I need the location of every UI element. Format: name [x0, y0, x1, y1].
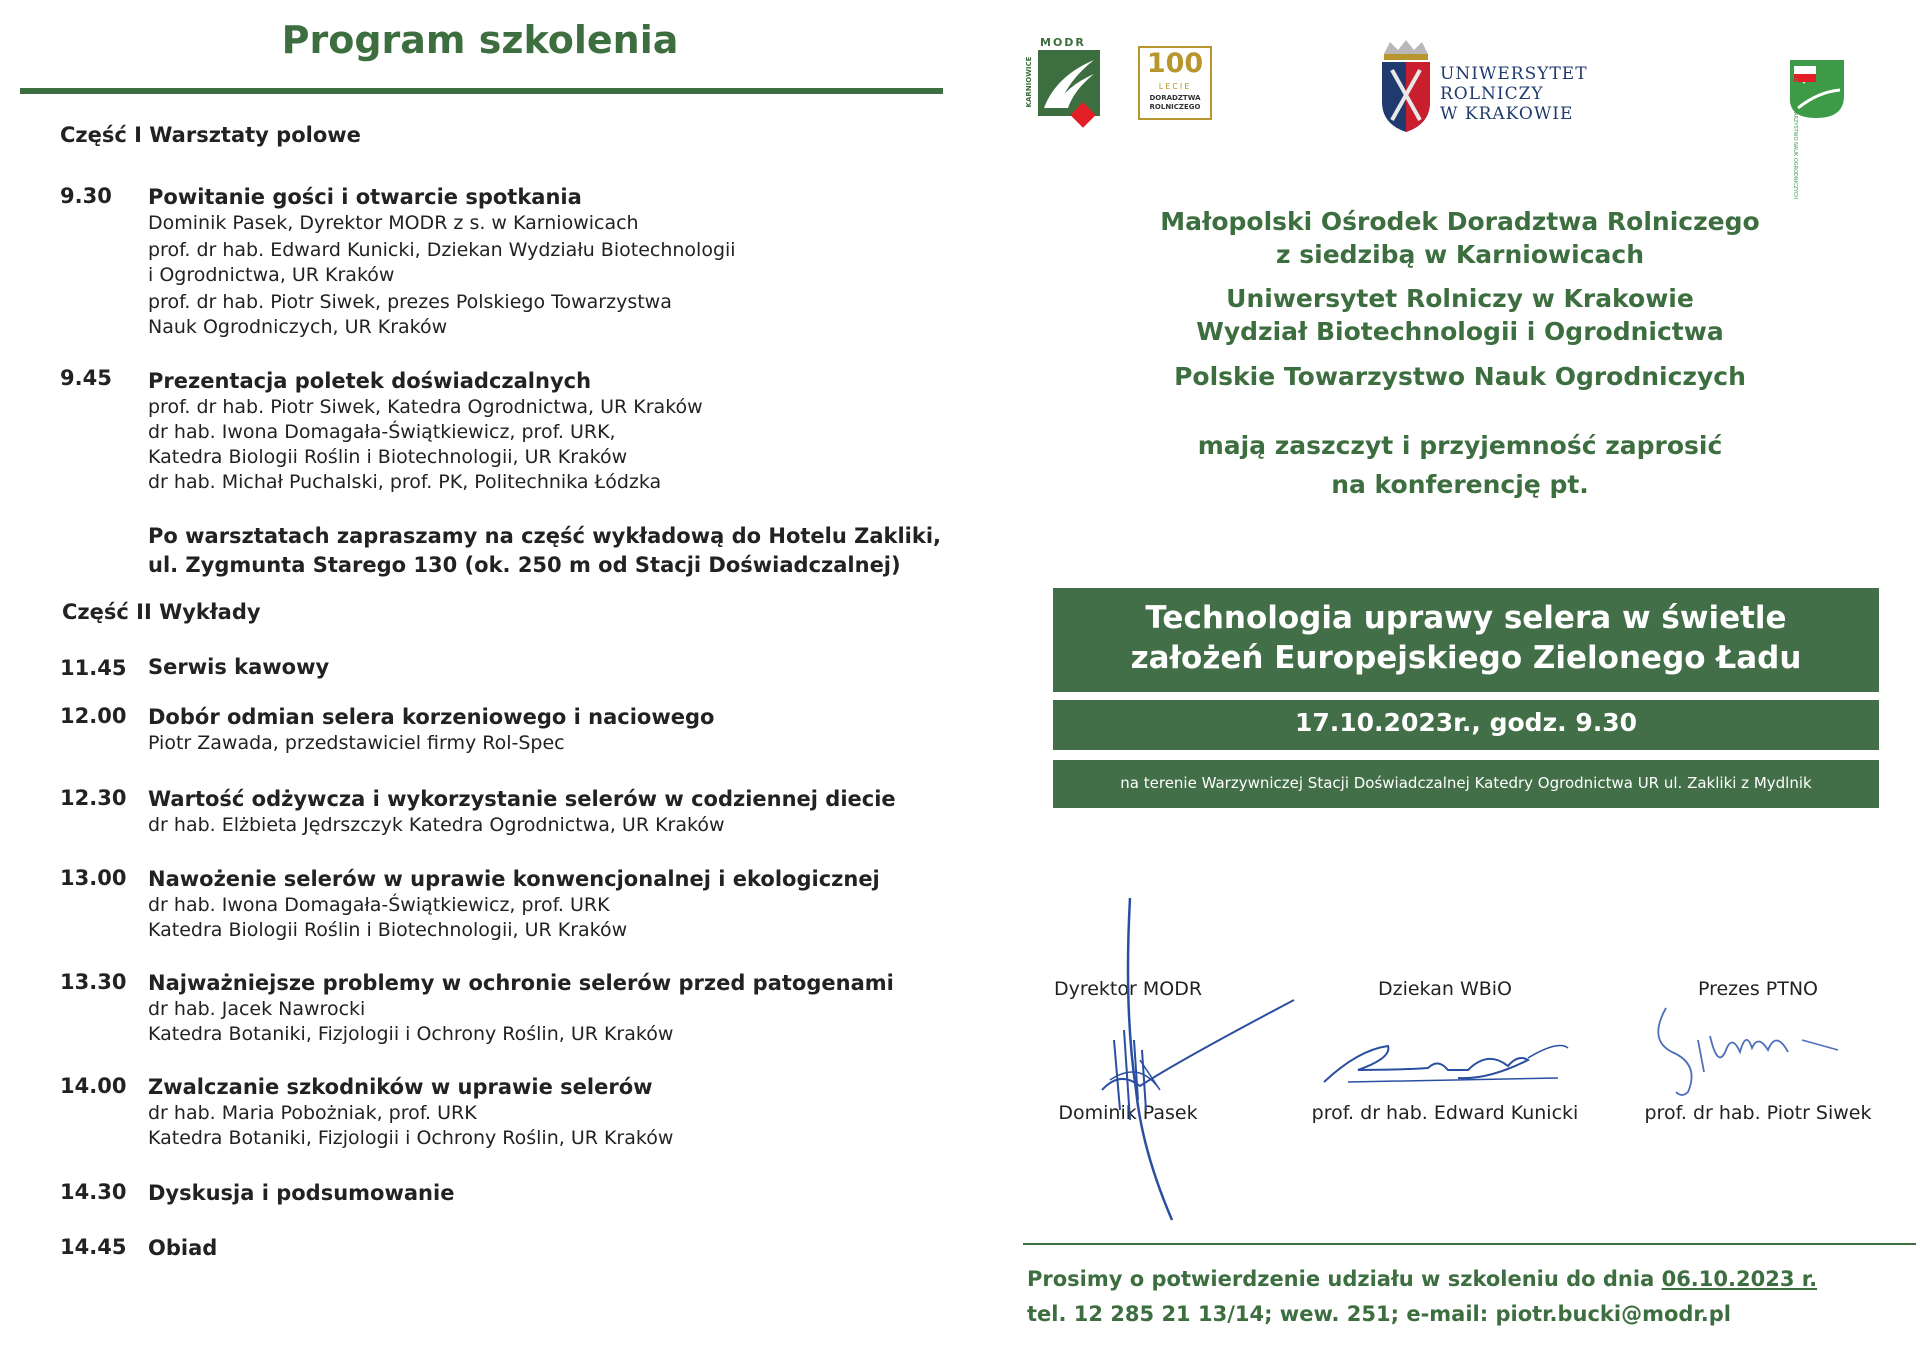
ur-line2: ROLNICZY	[1440, 84, 1544, 104]
item-time: 12.00	[60, 704, 127, 728]
org-ur-line2: Wydział Biotechnologii i Ogrodnictwa	[1196, 317, 1724, 346]
conference-date: 17.10.2023r., godz. 9.30	[1053, 700, 1879, 750]
item-line: prof. dr hab. Edward Kunicki, Dziekan Wydziału Biotechnologii	[148, 239, 736, 261]
workshop-note	[148, 522, 948, 580]
signature-kunicki	[1318, 1030, 1578, 1090]
item-time: 11.45	[60, 656, 127, 680]
part2-title: Część II Wykłady	[62, 600, 261, 624]
contact-line: tel. 12 285 21 13/14; wew. 251; e-mail: piotr.bucki@modr.pl	[1027, 1302, 1732, 1326]
item-line: Katedra Biologii Roślin i Biotechnologii, UR Kraków	[148, 446, 628, 468]
item-time: 12.30	[60, 786, 127, 810]
item-line: dr hab. Michał Puchalski, prof. PK, Politechnika Łódzka	[148, 471, 662, 493]
ur-line3: W KRAKOWIE	[1440, 104, 1574, 124]
item-time: 9.45	[60, 366, 112, 390]
signature-name: prof. dr hab. Edward Kunicki	[1311, 1102, 1579, 1124]
org-modr-line2: z siedzibą w Karniowicach	[1275, 240, 1645, 269]
lecie-number: 100	[1146, 48, 1204, 79]
signature-pasek	[1080, 890, 1300, 1230]
item-title: Powitanie gości i otwarcie spotkania	[148, 185, 582, 209]
note-line: ul. Zygmunta Starego 130 (ok. 250 m od Stacji Doświadczalnej)	[148, 553, 901, 577]
item-line: prof. dr hab. Piotr Siwek, Katedra Ogrodnictwa, UR Kraków	[148, 396, 703, 418]
item-title: Nawożenie selerów w uprawie konwencjonalnej i ekologicznej	[148, 867, 880, 891]
modr-logo	[1024, 36, 1104, 131]
item-line: dr hab. Maria Pobożniak, prof. URK	[148, 1102, 477, 1124]
signature-role: Dziekan WBiO	[1377, 978, 1513, 1000]
item-time: 13.00	[60, 866, 127, 890]
item-line: Katedra Botaniki, Fizjologii i Ochrony Roślin, UR Kraków	[148, 1127, 674, 1149]
conference-title-line1: Technologia uprawy selera w świetle	[1145, 600, 1787, 636]
ptno-logo	[1764, 44, 1858, 200]
item-time: 14.30	[60, 1180, 127, 1204]
item-line: Dominik Pasek, Dyrektor MODR z s. w Karniowicach	[148, 212, 639, 234]
item-time: 13.30	[60, 970, 127, 994]
lecie-sub1: DORADZTWA	[1149, 94, 1201, 102]
item-title: Najważniejsze problemy w ochronie selerów przed patogenami	[148, 971, 894, 995]
program-title-rule	[20, 88, 943, 94]
footer-rule	[1023, 1243, 1916, 1245]
program-title: Program szkolenia	[281, 18, 679, 62]
item-time: 14.00	[60, 1074, 127, 1098]
item-line: Katedra Botaniki, Fizjologii i Ochrony Roślin, UR Kraków	[148, 1023, 674, 1045]
rsvp-line	[1027, 1267, 1817, 1291]
lecie-sub2: ROLNICZEGO	[1149, 103, 1201, 111]
item-line: dr hab. Iwona Domagała-Świątkiewicz, prof. URK,	[148, 421, 616, 443]
item-line: dr hab. Iwona Domagała-Świątkiewicz, prof. URK	[148, 894, 610, 916]
modr-side-text: KARNIOWICE	[1025, 56, 1033, 108]
signature-name: prof. dr hab. Piotr Siwek	[1644, 1102, 1872, 1124]
conference-place: na terenie Warzywniczej Stacji Doświadczalnej Katedry Ogrodnictwa UR ul. Zakliki z Mydlnik	[1053, 760, 1879, 808]
modr-wordmark: MODR	[1040, 36, 1086, 49]
signature-name: Dominik Pasek	[1058, 1102, 1198, 1124]
org-modr	[1030, 205, 1890, 271]
signature-siwek	[1652, 1000, 1852, 1100]
part1-title: Część I Warsztaty polowe	[60, 123, 361, 147]
item-title: Obiad	[148, 1236, 218, 1260]
signature-role: Prezes PTNO	[1697, 978, 1819, 1000]
conference-title-line2: założeń Europejskiego Zielonego Ładu	[1130, 640, 1802, 676]
item-line: dr hab. Elżbieta Jędrszczyk Katedra Ogrodnictwa, UR Kraków	[148, 814, 725, 836]
lecie-100-logo	[1138, 46, 1212, 120]
item-line: dr hab. Jacek Nawrocki	[148, 998, 366, 1020]
item-line: prof. dr hab. Piotr Siwek, prezes Polskiego Towarzystwa	[148, 291, 672, 313]
invite-text	[1030, 426, 1890, 504]
org-ur	[1030, 282, 1890, 348]
org-modr-line1: Małopolski Ośrodek Doradztwa Rolniczego	[1160, 207, 1760, 236]
item-time: 9.30	[60, 184, 112, 208]
item-line: i Ogrodnictwa, UR Kraków	[148, 264, 395, 286]
item-title: Wartość odżywcza i wykorzystanie selerów w codziennej diecie	[148, 787, 896, 811]
org-ur-line1: Uniwersytet Rolniczy w Krakowie	[1226, 284, 1694, 313]
rsvp-text: Prosimy o potwierdzenie udziału w szkoleniu do dnia	[1027, 1267, 1655, 1291]
rsvp-date: 06.10.2023 r.	[1661, 1267, 1818, 1291]
ptno-ring-text: POLSKIE TOWARZYSTWO NAUK OGRODNICZYCH	[1792, 78, 1798, 200]
item-title: Zwalczanie szkodników w uprawie selerów	[148, 1075, 653, 1099]
signature-role: Dyrektor MODR	[1053, 978, 1203, 1000]
invite-line1: mają zaszczyt i przyjemność zaprosić	[1197, 431, 1723, 460]
lecie-word: LECIE	[1158, 82, 1192, 91]
ur-krakow-logo	[1378, 40, 1588, 132]
note-line: Po warsztatach zapraszamy na część wykładową do Hotelu Zakliki,	[148, 524, 942, 548]
item-title: Prezentacja poletek doświadczalnych	[148, 369, 592, 393]
item-time: 14.45	[60, 1235, 127, 1259]
item-title: Dobór odmian selera korzeniowego i naciowego	[148, 705, 715, 729]
invite-line2: na konferencję pt.	[1331, 470, 1589, 499]
item-title: Serwis kawowy	[148, 655, 330, 679]
ur-line1: UNIWERSYTET	[1440, 64, 1588, 84]
ur-wordmark	[1440, 64, 1588, 124]
item-title: Dyskusja i podsumowanie	[148, 1181, 455, 1205]
conference-title-banner	[1053, 588, 1879, 692]
item-line: Katedra Biologii Roślin i Biotechnologii, UR Kraków	[148, 919, 628, 941]
item-line: Nauk Ogrodniczych, UR Kraków	[148, 316, 448, 338]
item-line: Piotr Zawada, przedstawiciel firmy Rol-Spec	[148, 732, 565, 754]
org-ptno: Polskie Towarzystwo Nauk Ogrodniczych	[1174, 362, 1746, 391]
